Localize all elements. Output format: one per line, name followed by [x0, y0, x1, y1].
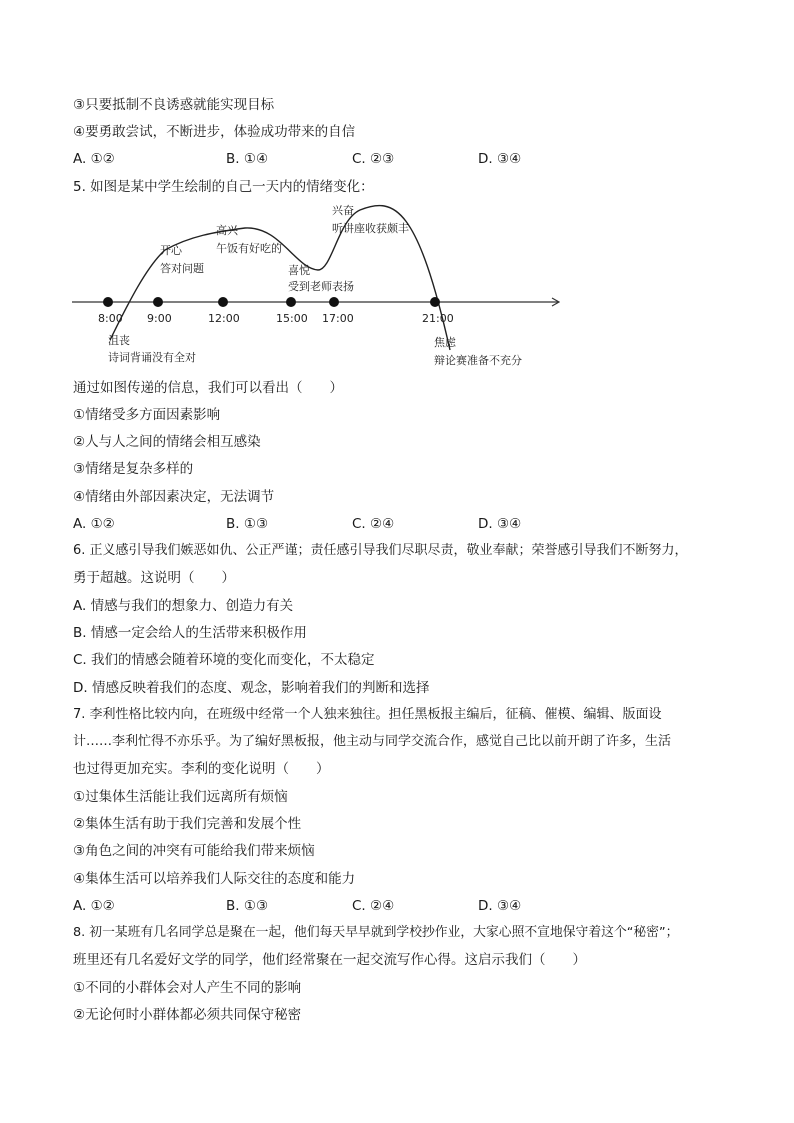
q5-lead: 通过如图传递的信息，我们可以看出（ ） [73, 380, 343, 396]
q6-option-d[interactable]: D. 情感反映着我们的态度、观念，影响着我们的判断和选择 [73, 680, 430, 696]
q6-option-a[interactable]: A. 情感与我们的想象力、创造力有关 [73, 598, 294, 614]
q8-stem-line-2: 班里还有几名爱好文学的同学，他们经常聚在一起交流写作心得。这启示我们（ ） [73, 952, 586, 968]
q5-statement-1: ①情绪受多方面因素影响 [73, 407, 221, 423]
q6-option-c[interactable]: C. 我们的情感会随着环境的变化而变化，不太稳定 [73, 652, 375, 668]
q5-option-b[interactable]: B. ①③ [226, 516, 269, 532]
emotion-curve-figure [70, 198, 560, 374]
point-2100 [430, 297, 440, 307]
q7-statement-2: ②集体生活有助于我们完善和发展个性 [73, 816, 302, 832]
q8-statement-1: ①不同的小群体会对人产生不同的影响 [73, 980, 302, 996]
point-1500 [286, 297, 296, 307]
q7-statement-1: ①过集体生活能让我们远离所有烦恼 [73, 789, 288, 805]
q7-option-c[interactable]: C. ②④ [352, 898, 395, 914]
q4-option-b[interactable]: B. ①④ [226, 151, 269, 167]
q7-option-b[interactable]: B. ①③ [226, 898, 269, 914]
annotation-900-emotion: 开心 [160, 244, 182, 257]
point-1700 [329, 297, 339, 307]
annotation-800-emotion: 沮丧 [108, 334, 130, 347]
annotation-1700-emotion: 兴奋 [332, 204, 354, 217]
point-800 [103, 297, 113, 307]
annotation-800-reason: 诗词背诵没有全对 [108, 351, 196, 364]
q7-statement-4: ④集体生活可以培养我们人际交往的态度和能力 [73, 871, 356, 887]
q5-stem: 5. 如图是某中学生绘制的自己一天内的情绪变化： [73, 179, 374, 195]
time-label-1700: 17:00 [322, 312, 354, 325]
annotation-1500-emotion: 喜悦 [288, 264, 310, 277]
time-label-2100: 21:00 [422, 312, 454, 325]
q7-stem-line-1: 7. 李利性格比较内向，在班级中经常一个人独来独往。担任黑板报主编后，征稿、催模、编辑、版面设 [73, 707, 662, 722]
q4-option-a[interactable]: A. ①② [73, 151, 115, 167]
q5-option-c[interactable]: C. ②④ [352, 516, 395, 532]
point-900 [153, 297, 163, 307]
q7-statement-3: ③角色之间的冲突有可能给我们带来烦恼 [73, 843, 315, 859]
q5-statement-4: ④情绪由外部因素决定，无法调节 [73, 489, 275, 505]
annotation-1500-reason: 受到老师表扬 [288, 280, 354, 293]
q6-stem-line-2: 勇于超越。这说明（ ） [73, 570, 235, 586]
annotation-1200-emotion: 高兴 [216, 224, 238, 237]
time-label-1500: 15:00 [276, 312, 308, 325]
annotation-2100-emotion: 焦虑 [434, 336, 456, 349]
annotation-1200-reason: 午饭有好吃的 [216, 242, 282, 255]
emotion-curve-svg [70, 198, 560, 374]
q8-statement-2: ②无论何时小群体都必须共同保守秘密 [73, 1007, 302, 1023]
q6-stem-line-1: 6. 正义感引导我们嫉恶如仇、公正严谨；责任感引导我们尽职尽责，敬业奉献；荣誉感引导我们不断努力， [73, 543, 688, 558]
q4-statement-4: ④要勇敢尝试，不断进步，体验成功带来的自信 [73, 124, 356, 140]
q5-statement-2: ②人与人之间的情绪会相互感染 [73, 434, 261, 450]
q7-stem-line-3: 也过得更加充实。李利的变化说明（ ） [73, 761, 330, 777]
q4-option-d[interactable]: D. ③④ [478, 151, 522, 167]
q5-option-a[interactable]: A. ①② [73, 516, 115, 532]
q7-stem-line-2: 计……李利忙得不亦乐乎。为了编好黑板报，他主动与同学交流合作，感觉自己比以前开朗了许多，生活 [73, 734, 672, 749]
time-label-800: 8:00 [98, 312, 123, 325]
q4-statement-3: ③只要抵制不良诱惑就能实现目标 [73, 97, 275, 113]
q5-option-d[interactable]: D. ③④ [478, 516, 522, 532]
time-label-1200: 12:00 [208, 312, 240, 325]
annotation-900-reason: 答对问题 [160, 262, 204, 275]
q7-option-d[interactable]: D. ③④ [478, 898, 522, 914]
q7-option-a[interactable]: A. ①② [73, 898, 115, 914]
annotation-1700-reason: 听讲座收获颇丰 [332, 222, 409, 235]
q5-statement-3: ③情绪是复杂多样的 [73, 461, 194, 477]
q8-stem-line-1: 8. 初一某班有几名同学总是聚在一起，他们每天早早就到学校抄作业，大家心照不宣地保守着这个“秘密”； [73, 925, 679, 940]
time-label-900: 9:00 [147, 312, 172, 325]
q6-option-b[interactable]: B. 情感一定会给人的生活带来积极作用 [73, 625, 307, 641]
q4-option-c[interactable]: C. ②③ [352, 151, 395, 167]
point-1200 [218, 297, 228, 307]
annotation-2100-reason: 辩论赛准备不充分 [434, 354, 522, 367]
